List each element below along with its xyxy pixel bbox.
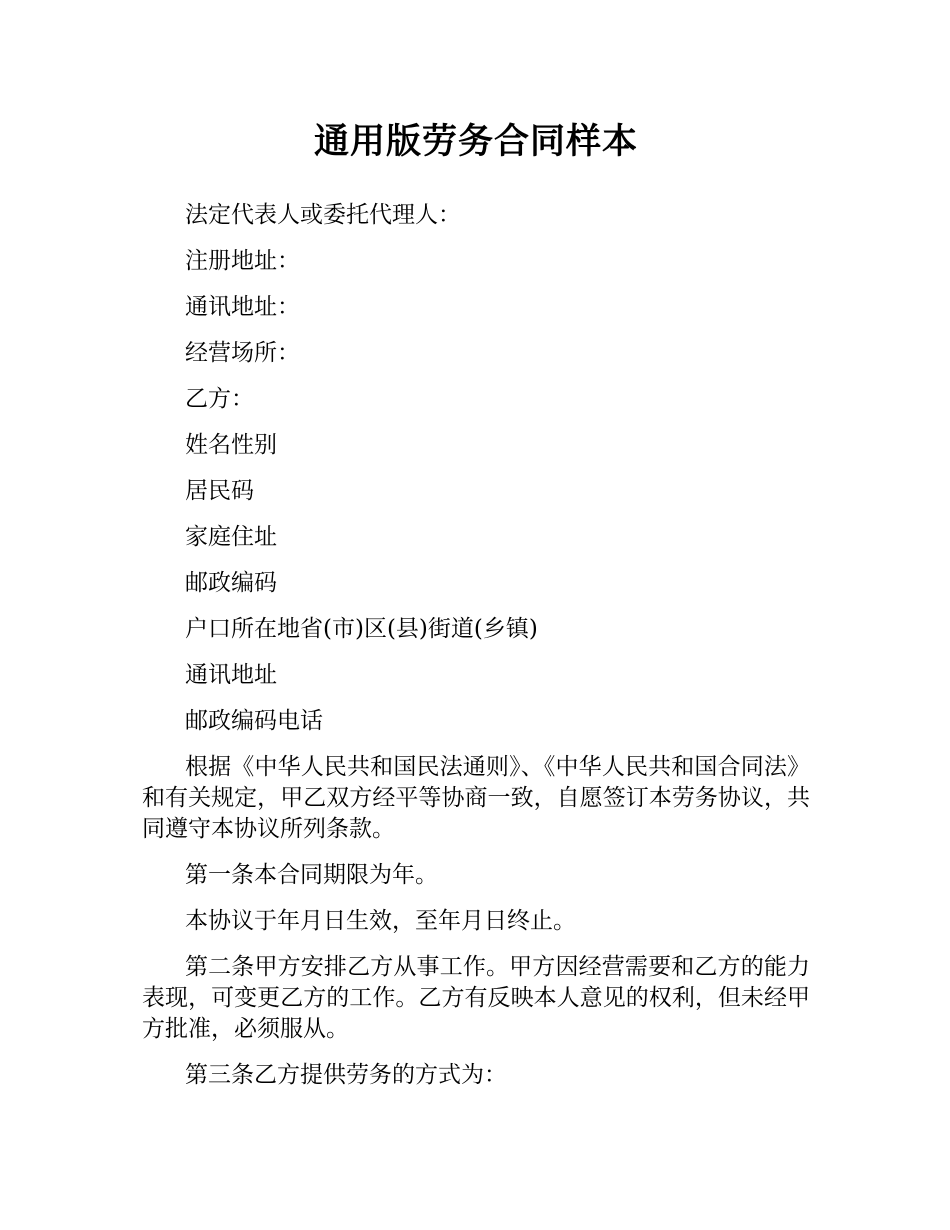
paragraph-household-registration: 户口所在地省(市)区(县)街道(乡镇) <box>185 616 538 642</box>
paragraph-business-premises: 经营场所： <box>185 340 300 366</box>
paragraph-contact-address: 通讯地址 <box>185 662 277 688</box>
paragraph-name-gender: 姓名性别 <box>185 432 277 458</box>
paragraph-article-1: 第一条本合同期限为年。 <box>185 862 438 888</box>
paragraph-effective-period: 本协议于年月日生效，至年月日终止。 <box>185 908 576 934</box>
paragraph-postal-code: 邮政编码 <box>185 570 277 596</box>
paragraph-registered-address: 注册地址： <box>185 248 300 274</box>
document-title: 通用版劳务合同样本 <box>313 122 638 162</box>
paragraph-legal-representative: 法定代表人或委托代理人： <box>185 202 461 228</box>
paragraph-resident-code: 居民码 <box>185 478 254 504</box>
paragraph-article-2: 第二条甲方安排乙方从事工作。甲方因经营需要和乙方的能力表现，可变更乙方的工作。乙方有反映本人意见的权利，但未经甲方批准，必须服从。 <box>142 954 810 1042</box>
paragraph-article-3: 第三条乙方提供劳务的方式为： <box>185 1062 507 1088</box>
paragraph-mailing-address: 通讯地址： <box>185 294 300 320</box>
paragraph-home-address: 家庭住址 <box>185 524 277 550</box>
paragraph-legal-basis: 根据《中华人民共和国民法通则》、《中华人民共和国合同法》和有关规定，甲乙双方经平等协商一致，自愿签订本劳务协议，共同遵守本协议所列条款。 <box>142 754 810 842</box>
paragraph-party-b: 乙方： <box>185 386 254 412</box>
paragraph-postal-code-phone: 邮政编码电话 <box>185 708 323 734</box>
